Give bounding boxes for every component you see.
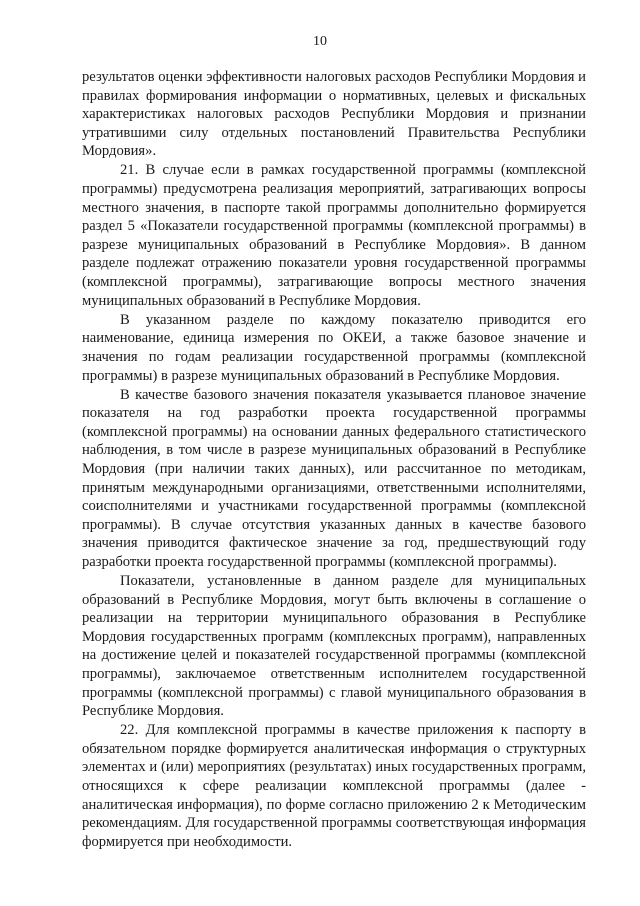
paragraph-indicator-details: В указанном разделе по каждому показателю приводится его наименование, единица измерения по ОКЕИ, а также базовое значение и значения по годам реализации государственной программы (комплексной программы) в разрезе муниципальных образований в Республике Мордовия.: [82, 311, 586, 384]
paragraph-base-value: В качестве базового значения показателя указывается плановое значение показателя на год разработки проекта государственной программы (комплексной программы) на основании данных федерального статистического наблюдения, в том числе в разрезе муниципальных образований в Республике Мордовия (при наличии таких данных), или рассчитанное по методикам, принятым международными организациями, ответственными исполнителями, соисполнителями и участниками государственной программы (комплексной программы). В случае отсутствия указанных данных в качестве базового значения приводится фактическое значение за год, предшествующий году разработки проекта государственной программы (комплексной программы).: [82, 386, 586, 570]
paragraph-municipal-agreement: Показатели, установленные в данном разделе для муниципальных образований в Республике Мордовия, могут быть включены в соглашение о реализации на территории муниципального образования в Республике Мордовия государственных программ (комплексных программ), направленных на достижение целей и показателей государственной программы (комплексной программы), заключаемое ответственным исполнителем государственной программы (комплексной программы) с главой муниципального образования в Республике Мордовия.: [82, 573, 586, 720]
paragraph-continuation: результатов оценки эффективности налоговых расходов Республики Мордовия и правилах формирования информации о нормативных, целевых и фискальных характеристиках налоговых расходов Республики Мордовия и признании утратившими силу отдельных постановлений Правительства Республики Мордовия».: [82, 69, 586, 160]
page-number: 10: [313, 34, 327, 49]
document-body: [82, 68, 586, 851]
paragraph-item-22: 22. Для комплексной программы в качестве приложения к паспорту в обязательном порядке формируется аналитическая информация о структурных элементах и (или) мероприятиях (результатах) иных государственных программ, относящихся к сфере реализации комплексной программы (далее - аналитическая информация), по форме согласно приложению 2 к Методическим рекомендациям. Для государственной программы соответствующая информация формируется при необходимости.: [82, 722, 586, 850]
paragraph-item-21: 21. В случае если в рамках государственной программы (комплексной программы) предусмотрена реализация мероприятий, затрагивающих вопросы местного значения, в паспорте такой программы дополнительно формируется раздел 5 «Показатели государственной программы (комплексной программы) в разрезе муниципальных образований в Республике Мордовия». В данном разделе подлежат отражению показатели уровня государственной программы (комплексной программы), затрагивающие вопросы местного значения муниципальных образований в Республике Мордовия.: [82, 162, 586, 309]
